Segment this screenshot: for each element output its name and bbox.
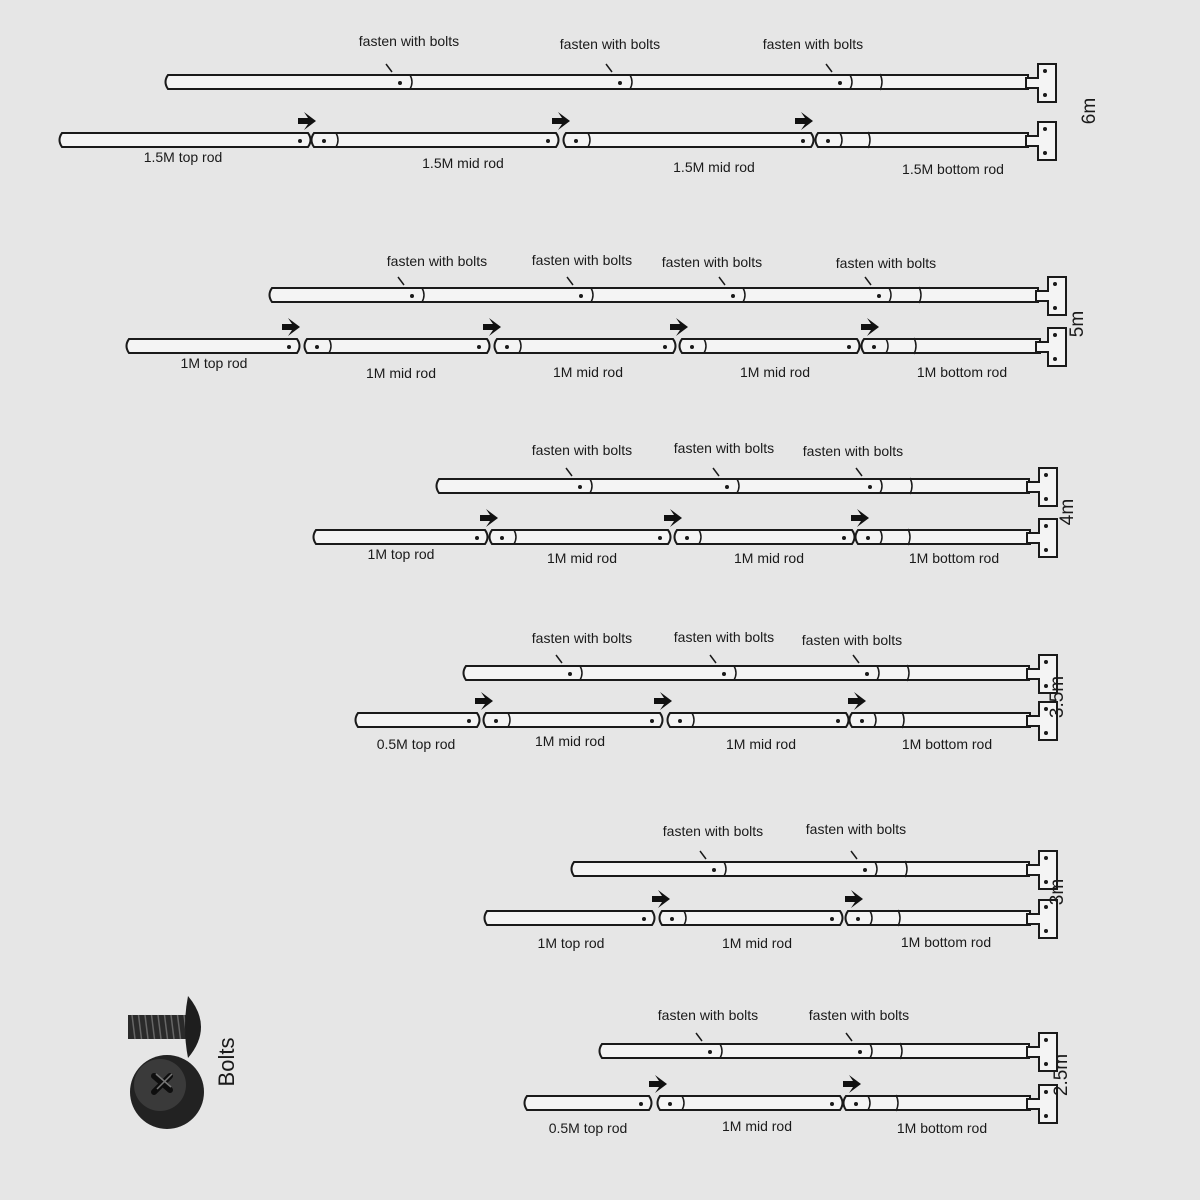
bolt-hole bbox=[847, 345, 851, 349]
rod-part-label: 1M mid rod bbox=[552, 364, 624, 380]
rod-part bbox=[846, 910, 1031, 926]
fasten-with-bolts-label: fasten with bolts bbox=[559, 36, 661, 52]
bolt-side-icon bbox=[128, 996, 201, 1058]
fasten-with-bolts-label: fasten with bolts bbox=[762, 36, 864, 52]
rod-part bbox=[862, 338, 1041, 354]
bolt-hole bbox=[854, 1102, 858, 1106]
callout-tick bbox=[719, 277, 725, 285]
kit-4m-assembled-rod bbox=[437, 479, 1030, 493]
insert-arrow-icon bbox=[670, 318, 688, 336]
bolt-point bbox=[568, 672, 572, 676]
bolt-hole bbox=[322, 139, 326, 143]
rod-part-label: 1M mid rod bbox=[721, 1118, 793, 1134]
rod-part-label: 1M mid rod bbox=[721, 935, 793, 951]
callout-tick bbox=[398, 277, 404, 285]
bolt-hole bbox=[494, 719, 498, 723]
kit-2-5m bbox=[525, 1007, 1073, 1136]
insert-arrow-icon bbox=[861, 318, 879, 336]
bolt-hole bbox=[650, 719, 654, 723]
bolts-illustration bbox=[128, 996, 239, 1129]
bolt-hole bbox=[685, 536, 689, 540]
rod-part-label: 0.5M top rod bbox=[548, 1120, 628, 1136]
fasten-with-bolts-label: fasten with bolts bbox=[805, 821, 907, 837]
bolt-hole bbox=[801, 139, 805, 143]
callout-tick bbox=[606, 64, 612, 72]
kit-5m-assembled-rod bbox=[270, 288, 1039, 302]
fasten-with-bolts-label: fasten with bolts bbox=[531, 630, 633, 646]
rod-part bbox=[675, 530, 855, 544]
callout-tick bbox=[826, 64, 832, 72]
callout-tick bbox=[386, 64, 392, 72]
fasten-with-bolts-label: fasten with bolts bbox=[531, 252, 633, 268]
bolt-hole bbox=[477, 345, 481, 349]
height-label: 2.5m bbox=[1051, 1053, 1073, 1097]
rod-part-label: 1M bottom rod bbox=[916, 364, 1008, 380]
insert-arrow-icon bbox=[848, 692, 866, 710]
kit-6m-assembled-rod bbox=[166, 75, 1029, 89]
bolt-hole bbox=[866, 536, 870, 540]
bolt-hole bbox=[856, 917, 860, 921]
insert-arrow-icon bbox=[664, 509, 682, 527]
callout-tick bbox=[865, 277, 871, 285]
callout-tick bbox=[856, 468, 862, 476]
bolt-point bbox=[865, 672, 869, 676]
insert-arrow-icon bbox=[282, 318, 300, 336]
bolt-hole bbox=[1043, 93, 1047, 97]
bolt-point bbox=[708, 1050, 712, 1054]
height-label: 4m bbox=[1057, 498, 1079, 526]
bolt-hole bbox=[678, 719, 682, 723]
rod-part bbox=[564, 133, 814, 147]
rod-part bbox=[312, 133, 559, 147]
callout-tick bbox=[556, 655, 562, 663]
bolt-hole bbox=[1044, 473, 1048, 477]
insert-arrow-icon bbox=[298, 112, 316, 130]
bolt-point bbox=[858, 1050, 862, 1054]
insert-arrow-icon bbox=[475, 692, 493, 710]
bolt-hole bbox=[1044, 731, 1048, 735]
base-plate bbox=[1027, 519, 1057, 557]
bolt-hole bbox=[1053, 306, 1057, 310]
height-label: 3.5m bbox=[1047, 675, 1069, 719]
rod-part bbox=[844, 1095, 1031, 1111]
kit-2-5m-assembled-rod bbox=[600, 1044, 1030, 1058]
bolt-hole bbox=[1044, 548, 1048, 552]
bolt-hole bbox=[1043, 127, 1047, 131]
height-label: 3m bbox=[1047, 878, 1069, 906]
base-plate bbox=[1036, 277, 1066, 315]
height-label: 5m bbox=[1067, 310, 1089, 338]
bolt-hole bbox=[1044, 1090, 1048, 1094]
callout-tick bbox=[853, 655, 859, 663]
bolt-hole bbox=[1044, 524, 1048, 528]
bolt-head-icon bbox=[130, 1055, 204, 1129]
bolt-point bbox=[838, 81, 842, 85]
bolt-point bbox=[863, 868, 867, 872]
bolt-hole bbox=[467, 719, 471, 723]
bolt-point bbox=[725, 485, 729, 489]
insert-arrow-icon bbox=[652, 890, 670, 908]
insert-arrow-icon bbox=[795, 112, 813, 130]
callout-tick bbox=[851, 851, 857, 859]
bolt-hole bbox=[500, 536, 504, 540]
bolt-point bbox=[398, 81, 402, 85]
insert-arrow-icon bbox=[851, 509, 869, 527]
rod-part bbox=[490, 530, 671, 544]
rod-part bbox=[658, 1096, 843, 1110]
base-plate bbox=[1026, 122, 1056, 160]
bolt-hole bbox=[1044, 497, 1048, 501]
bolt-point bbox=[877, 294, 881, 298]
insert-arrow-icon bbox=[483, 318, 501, 336]
bolt-point bbox=[618, 81, 622, 85]
bolt-hole bbox=[826, 139, 830, 143]
bolt-hole bbox=[830, 917, 834, 921]
bolt-hole bbox=[658, 536, 662, 540]
fasten-with-bolts-label: fasten with bolts bbox=[657, 1007, 759, 1023]
fasten-with-bolts-label: fasten with bolts bbox=[835, 255, 937, 271]
fasten-with-bolts-label: fasten with bolts bbox=[358, 33, 460, 49]
bolt-hole bbox=[1043, 151, 1047, 155]
bolt-point bbox=[722, 672, 726, 676]
rod-part bbox=[314, 530, 488, 544]
rod-part-label: 1M mid rod bbox=[534, 733, 606, 749]
kit-3m bbox=[485, 821, 1069, 951]
bolt-hole bbox=[1044, 660, 1048, 664]
rod-part bbox=[525, 1096, 652, 1110]
bolt-point bbox=[712, 868, 716, 872]
rod-part-label: 1M bottom rod bbox=[908, 550, 1000, 566]
rod-part-label: 1M mid rod bbox=[725, 736, 797, 752]
bolt-hole bbox=[574, 139, 578, 143]
bolt-hole bbox=[1043, 69, 1047, 73]
fasten-with-bolts-label: fasten with bolts bbox=[673, 440, 775, 456]
insert-arrow-icon bbox=[480, 509, 498, 527]
bolt-hole bbox=[287, 345, 291, 349]
rod-part-label: 1.5M bottom rod bbox=[902, 161, 1004, 177]
fasten-with-bolts-label: fasten with bolts bbox=[801, 632, 903, 648]
callout-tick bbox=[700, 851, 706, 859]
bolt-point bbox=[731, 294, 735, 298]
bolts-label: Bolts bbox=[213, 1037, 239, 1087]
bolt-point bbox=[410, 294, 414, 298]
bolt-hole bbox=[505, 345, 509, 349]
bolt-hole bbox=[860, 719, 864, 723]
bolt-hole bbox=[1053, 357, 1057, 361]
rod-part bbox=[856, 529, 1031, 545]
callout-tick bbox=[566, 468, 572, 476]
fasten-with-bolts-label: fasten with bolts bbox=[802, 443, 904, 459]
rod-part bbox=[60, 133, 311, 147]
rod-part bbox=[680, 339, 860, 353]
bolt-hole bbox=[670, 917, 674, 921]
bolt-hole bbox=[1053, 282, 1057, 286]
rod-part bbox=[305, 339, 490, 353]
callout-tick bbox=[567, 277, 573, 285]
kit-3-5m-assembled-rod bbox=[464, 666, 1030, 680]
rod-part-label: 1M top rod bbox=[367, 546, 435, 562]
rod-part bbox=[127, 339, 300, 353]
fasten-with-bolts-label: fasten with bolts bbox=[531, 442, 633, 458]
bolt-hole bbox=[836, 719, 840, 723]
bolt-point bbox=[578, 485, 582, 489]
bolt-hole bbox=[1044, 1062, 1048, 1066]
rod-part bbox=[660, 911, 843, 925]
rod-part-label: 1M mid rod bbox=[733, 550, 805, 566]
rod-part bbox=[484, 713, 663, 727]
rod-part-label: 1.5M top rod bbox=[143, 149, 223, 165]
kit-6m bbox=[60, 33, 1101, 177]
insert-arrow-icon bbox=[654, 692, 672, 710]
rod-part bbox=[495, 339, 676, 353]
bolt-hole bbox=[663, 345, 667, 349]
rod-part-label: 0.5M top rod bbox=[376, 736, 456, 752]
fasten-with-bolts-label: fasten with bolts bbox=[808, 1007, 910, 1023]
rod-part bbox=[850, 712, 1031, 728]
callout-tick bbox=[696, 1033, 702, 1041]
bolt-hole bbox=[830, 1102, 834, 1106]
rod-part-label: 1M bottom rod bbox=[896, 1120, 988, 1136]
bolt-point bbox=[579, 294, 583, 298]
bolt-hole bbox=[1044, 856, 1048, 860]
rod-part bbox=[668, 713, 849, 727]
bolt-hole bbox=[668, 1102, 672, 1106]
callout-tick bbox=[713, 468, 719, 476]
bolt-hole bbox=[1053, 333, 1057, 337]
kit-4m bbox=[314, 440, 1079, 566]
bolt-hole bbox=[690, 345, 694, 349]
bolt-hole bbox=[298, 139, 302, 143]
rod-part bbox=[356, 713, 480, 727]
bolt-hole bbox=[872, 345, 876, 349]
insert-arrow-icon bbox=[843, 1075, 861, 1093]
rod-part-label: 1M mid rod bbox=[546, 550, 618, 566]
insert-arrow-icon bbox=[552, 112, 570, 130]
callout-tick bbox=[710, 655, 716, 663]
rod-part-label: 1M mid rod bbox=[739, 364, 811, 380]
rod-part-label: 1M mid rod bbox=[365, 365, 437, 381]
base-plate bbox=[1036, 328, 1066, 366]
callout-tick bbox=[846, 1033, 852, 1041]
bolt-hole bbox=[1044, 1038, 1048, 1042]
insert-arrow-icon bbox=[649, 1075, 667, 1093]
bolt-hole bbox=[1044, 929, 1048, 933]
bolt-point bbox=[868, 485, 872, 489]
bolt-hole bbox=[842, 536, 846, 540]
rod-part-label: 1M top rod bbox=[537, 935, 605, 951]
bolt-hole bbox=[315, 345, 319, 349]
rod-part-label: 1M bottom rod bbox=[900, 934, 992, 950]
fasten-with-bolts-label: fasten with bolts bbox=[386, 253, 488, 269]
bolt-hole bbox=[546, 139, 550, 143]
kit-3m-assembled-rod bbox=[572, 862, 1030, 876]
bolt-hole bbox=[642, 917, 646, 921]
rod-part-label: 1M top rod bbox=[180, 355, 248, 371]
rod-part-label: 1.5M mid rod bbox=[673, 159, 755, 175]
bolt-hole bbox=[639, 1102, 643, 1106]
insert-arrow-icon bbox=[845, 890, 863, 908]
kit-5m bbox=[127, 252, 1089, 381]
rod-part bbox=[816, 132, 1029, 148]
kit-3-5m bbox=[356, 629, 1069, 752]
rod-part bbox=[485, 911, 655, 925]
fasten-with-bolts-label: fasten with bolts bbox=[661, 254, 763, 270]
base-plate bbox=[1027, 468, 1057, 506]
height-label: 6m bbox=[1079, 97, 1101, 125]
fasten-with-bolts-label: fasten with bolts bbox=[673, 629, 775, 645]
base-plate bbox=[1026, 64, 1056, 102]
bolt-hole bbox=[1044, 1114, 1048, 1118]
fasten-with-bolts-label: fasten with bolts bbox=[662, 823, 764, 839]
bolt-hole bbox=[475, 536, 479, 540]
rod-part-label: 1.5M mid rod bbox=[422, 155, 504, 171]
rod-part-label: 1M bottom rod bbox=[901, 736, 993, 752]
